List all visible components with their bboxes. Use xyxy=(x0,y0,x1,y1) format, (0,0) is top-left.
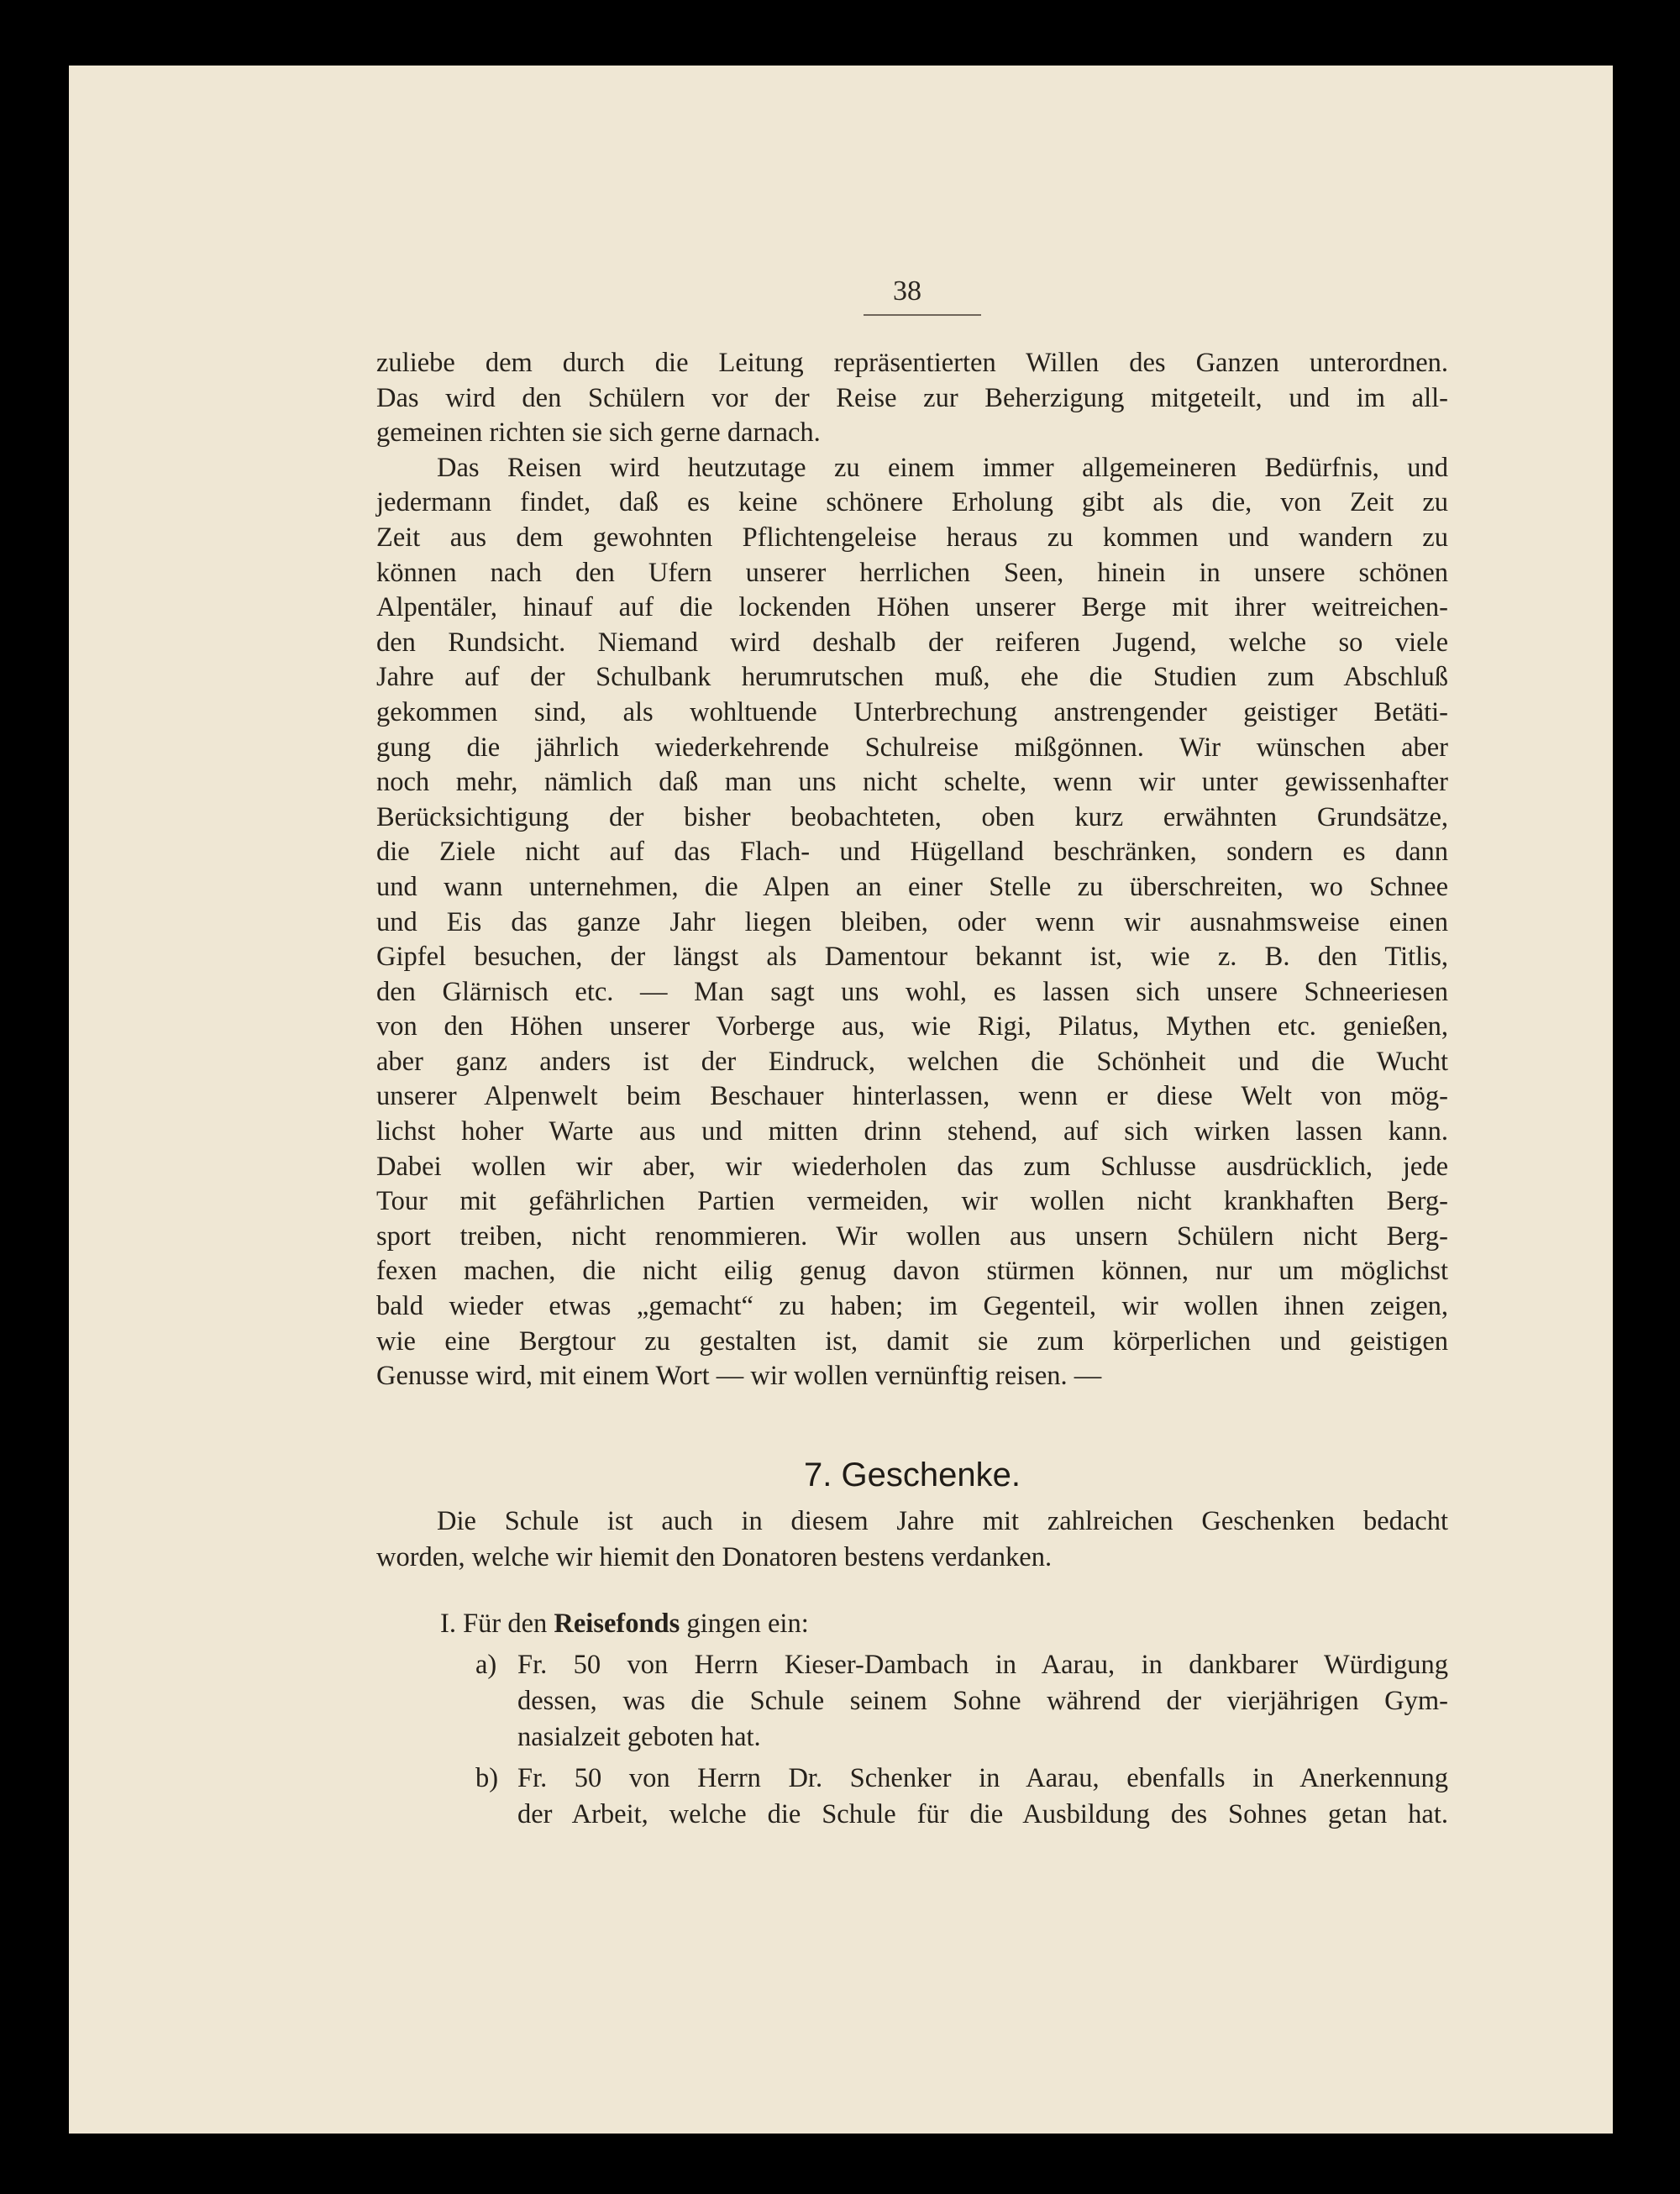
text-line: jedermann findet, daß es keine schönere Erholung gibt als die, von Zeit zu xyxy=(376,487,1448,518)
text-line: und wann unternehmen, die Alpen an einer Stelle zu überschreiten, wo Schnee xyxy=(376,871,1448,902)
text-line: bald wieder etwas „gemacht“ zu haben; im Gegenteil, wir wollen ihnen zeigen, xyxy=(376,1291,1448,1322)
text-line: gemeinen richten sie sich gerne darnach. xyxy=(376,417,821,449)
text-line: Alpentäler, hinauf auf die lockenden Höhen unserer Berge mit ihrer weitreichen- xyxy=(376,592,1448,623)
text-line: Jahre auf der Schulbank herumrutschen muß, ehe die Studien zum Abschluß xyxy=(376,662,1448,693)
text-line: Fr. 50 von Herrn Dr. Schenker in Aarau, ebenfalls in Anerkennung xyxy=(517,1763,1448,1793)
text-line: unserer Alpenwelt beim Beschauer hinterlassen, wenn er diese Welt von mög- xyxy=(376,1081,1448,1112)
text-line: Das wird den Schülern vor der Reise zur Beherzigung mitgeteilt, und im all- xyxy=(376,382,1448,413)
donation-fund-name: Reisefonds xyxy=(554,1609,680,1639)
donation-numeral: I. xyxy=(440,1609,456,1639)
body-text xyxy=(376,346,1448,1394)
text-line: Die Schule ist auch in diesem Jahre mit zahlreichen Geschenken bedacht xyxy=(437,1506,1448,1536)
list-item-marker: b) xyxy=(475,1763,499,1793)
donation-heading-prefix: Für den xyxy=(463,1609,548,1639)
text-line: Dabei wollen wir aber, wir wiederholen das zum Schlusse ausdrücklich, jede xyxy=(376,1151,1448,1182)
text-line: wie eine Bergtour zu gestalten ist, damit sie zum körperlichen und geistigen xyxy=(376,1325,1448,1357)
text-line: fexen machen, die nicht eilig genug davon stürmen können, nur um möglichst xyxy=(376,1256,1448,1287)
text-line: Das Reisen wird heutzutage zu einem immer allgemeineren Bedürfnis, und xyxy=(437,452,1448,483)
donation-heading-suffix: gingen ein: xyxy=(686,1609,809,1639)
text-line: Tour mit gefährlichen Partien vermeiden, wir wollen nicht krankhaften Berg- xyxy=(376,1186,1448,1217)
text-line: noch mehr, nämlich daß man uns nicht schelte, wenn wir unter gewissenhafter xyxy=(376,767,1448,798)
list-item-marker: a) xyxy=(475,1650,497,1680)
text-line: Berücksichtigung der bisher beobachteten, oben kurz erwähnten Grundsätze, xyxy=(376,801,1448,832)
text-line: den Glärnisch etc. — Man sagt uns wohl, es lassen sich unsere Schneeriesen xyxy=(376,976,1448,1007)
text-line: die Ziele nicht auf das Flach- und Hügelland beschränken, sondern es dann xyxy=(376,837,1448,868)
text-line: sport treiben, nicht renommieren. Wir wollen aus unsern Schülern nicht Berg- xyxy=(376,1220,1448,1252)
donation-heading xyxy=(376,1606,1448,1642)
list-item xyxy=(376,1761,1448,1833)
text-line: Gipfel besuchen, der längst als Damentour bekannt ist, wie z. B. den Titlis, xyxy=(376,942,1448,973)
text-line: zuliebe dem durch die Leitung repräsentierten Willen des Ganzen unterordnen. xyxy=(376,348,1448,378)
text-line: gekommen sind, als wohltuende Unterbrechung anstrengender geistiger Betäti- xyxy=(376,696,1448,727)
text-line: Genusse wird, mit einem Wort — wir wollen vernünftig reisen. — xyxy=(376,1361,1102,1392)
text-line: dessen, was die Schule seinem Sohne während der vierjährigen Gym- xyxy=(517,1686,1448,1716)
text-line: gung die jährlich wiederkehrende Schulreise mißgönnen. Wir wünschen aber xyxy=(376,732,1448,763)
text-line: der Arbeit, welche die Schule für die Ausbildung des Sohnes getan hat. xyxy=(517,1799,1448,1829)
text-line: aber ganz anders ist der Eindruck, welchen die Schönheit und die Wucht xyxy=(376,1046,1448,1077)
text-line: und Eis das ganze Jahr liegen bleiben, oder wenn wir ausnahmsweise einen xyxy=(376,906,1448,937)
text-line: worden, welche wir hiemit den Donatoren bestens verdanken. xyxy=(376,1542,1053,1572)
section-heading: 7. Geschenke. xyxy=(804,1457,1021,1493)
text-line: von den Höhen unserer Vorberge aus, wie Rigi, Pilatus, Mythen etc. genießen, xyxy=(376,1011,1448,1042)
text-line: den Rundsicht. Niemand wird deshalb der reiferen Jugend, welche so viele xyxy=(376,627,1448,658)
page-number-rule xyxy=(864,314,981,316)
text-line: nasialzeit geboten hat. xyxy=(517,1722,761,1752)
list-item xyxy=(376,1647,1448,1756)
donation-list xyxy=(376,1606,1448,1838)
text-line: können nach den Ufern unserer herrlichen Seen, hinein in unsere schönen xyxy=(376,557,1448,588)
section-intro xyxy=(376,1504,1448,1576)
text-line: Fr. 50 von Herrn Kieser-Dambach in Aarau, in dankbarer Würdigung xyxy=(517,1650,1448,1680)
text-line: Zeit aus dem gewohnten Pflichtengeleise heraus zu kommen und wandern zu xyxy=(376,522,1448,553)
page-number: 38 xyxy=(893,276,921,307)
text-line: lichst hoher Warte aus und mitten drinn stehend, auf sich wirken lassen kann. xyxy=(376,1116,1448,1147)
